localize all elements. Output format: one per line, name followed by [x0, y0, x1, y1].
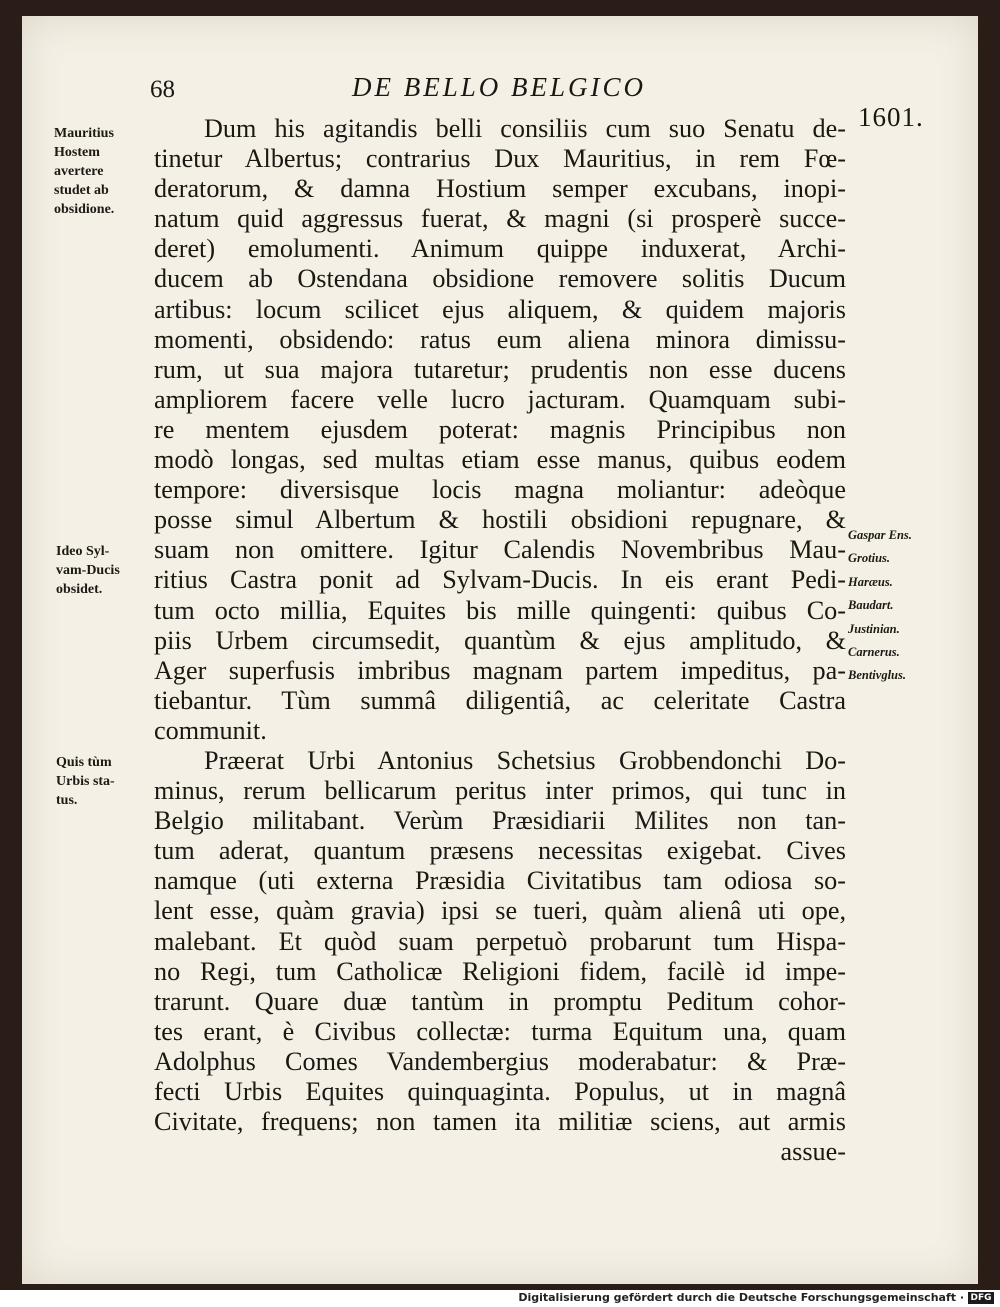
- marginal-year: 1601.: [858, 102, 924, 132]
- text-line: tempore: diversisque locis magna moliantur: adeòque: [154, 475, 846, 505]
- text-line: tiebantur. Tùm summâ diligentiâ, ac celeritate Castra: [154, 685, 846, 715]
- text-line: Belgio militabant. Verùm Præsidiarii Milites non tan-: [154, 806, 846, 836]
- text-line: deret) emolumenti. Animum quippe induxerat, Archi-: [154, 234, 846, 264]
- text-line: ducem ab Ostendana obsidione removere solitis Ducum: [154, 264, 846, 294]
- margin-note-line: vam-Ducis: [56, 563, 120, 578]
- text-line: ampliorem facere velle lucro jacturam. Quamquam subi-: [154, 384, 846, 414]
- text-line: tum aderat, quantum præsens necessitas exigebat. Cives: [154, 836, 846, 866]
- margin-note-line: Mauritius: [54, 126, 114, 141]
- text-line: suam non omittere. Igitur Calendis Novembribus Mau-: [154, 535, 846, 565]
- text-line: modò longas, sed multas etiam esse manus, quibus eodem: [154, 445, 846, 475]
- margin-note-line: tus.: [56, 793, 78, 808]
- text-line: Dum his agitandis belli consiliis cum suo Senatu de-: [204, 114, 846, 143]
- text-line: no Regi, tum Catholicæ Religioni fidem, facilè id impe-: [154, 956, 846, 986]
- citation: Carnerus.: [848, 645, 900, 660]
- text-line: Præerat Urbi Antonius Schetsius Grobbendonchi Do-: [204, 745, 846, 775]
- text-line: posse simul Albertum & hostili obsidioni repugnare, &: [154, 505, 846, 535]
- margin-note-line: Hostem: [54, 145, 100, 160]
- text-line: tes erant, è Civibus collectæ: turma Equitum una, quam: [154, 1016, 846, 1046]
- text-line: rum, ut sua majora tutaretur; prudentis non esse ducens: [154, 354, 846, 384]
- catchword: assue-: [780, 1137, 846, 1167]
- margin-note-line: avertere: [54, 164, 104, 179]
- margin-note-line: obsidione.: [54, 202, 115, 217]
- citation: Grotius.: [848, 551, 891, 566]
- margin-note-sylvam-ducis: [56, 542, 120, 599]
- text-line: namque (uti externa Præsidia Civitatibus tam odiosa so-: [154, 866, 846, 896]
- page-number: 68: [150, 76, 175, 103]
- text-line: deratorum, & damna Hostium semper excubans, inopi-: [154, 174, 846, 204]
- text-line: malebant. Et quòd suam perpetuò probarunt tum Hispa-: [154, 926, 846, 956]
- text-line: trarunt. Quare duæ tantùm in promptu Peditum cohor-: [154, 986, 846, 1016]
- text-line: Ager superfusis imbribus magnam partem impeditus, pa-: [154, 655, 846, 685]
- dfg-logo: DFG: [968, 1292, 994, 1304]
- text-line: communit.: [154, 715, 267, 745]
- running-head: DE BELLO BELGICO: [352, 72, 647, 102]
- text-line: Adolphus Comes Vandembergius moderabatur: & Præ-: [154, 1046, 846, 1076]
- citation: Gaspar Ens.: [848, 528, 912, 542]
- margin-note-line: Ideo Syl-: [56, 544, 110, 559]
- margin-note-line: Quis tùm: [56, 755, 112, 770]
- text-line: re mentem ejusdem poterat: magnis Principibus non: [154, 414, 846, 444]
- margin-note-line: Urbis sta-: [56, 774, 115, 789]
- text-line: tum octo millia, Equites bis mille quingenti: quibus Co-: [154, 595, 846, 625]
- book-page: [22, 16, 978, 1284]
- text-line: fecti Urbis Equites quinquaginta. Populus, ut in magnâ: [154, 1077, 846, 1106]
- text-line: artibus: locum scilicet ejus aliquem, & quidem majoris: [154, 294, 846, 324]
- digitization-footer: [0, 1290, 1000, 1307]
- margin-note-line: studet ab: [54, 183, 109, 198]
- text-line: piis Urbem circumsedit, quantùm & ejus amplitudo, &: [154, 625, 846, 655]
- margin-note-urbis-status: [56, 753, 115, 810]
- source-citations: [848, 524, 912, 688]
- citation: Baudart.: [848, 598, 894, 613]
- margin-note-mauritius: [54, 124, 114, 219]
- text-line: natum quid aggressus fuerat, & magni (si prosperè succe-: [154, 204, 846, 234]
- text-line: momenti, obsidendo: ratus eum aliena minora dimissu-: [154, 324, 846, 354]
- citation: Haræus.: [848, 574, 893, 589]
- margin-note-line: obsidet.: [56, 582, 103, 597]
- text-line: minus, rerum bellicarum peritus inter primos, qui tunc in: [154, 776, 846, 806]
- citation: Bentivglus.: [848, 668, 906, 683]
- footer-credit: Digitalisierung gefördert durch die Deutsche Forschungsgemeinschaft ·: [518, 1291, 964, 1304]
- body-text: [154, 114, 846, 1167]
- text-line: ritius Castra ponit ad Sylvam-Ducis. In eis erant Pedi-: [154, 565, 846, 595]
- text-line: Civitate, frequens; non tamen ita militiæ sciens, aut armis: [154, 1107, 846, 1137]
- citation: Justinian.: [848, 621, 900, 636]
- text-line: tinetur Albertus; contrarius Dux Mauritius, in rem Fœ-: [154, 144, 846, 174]
- text-line: lent esse, quàm gravia) ipsi se tueri, quàm alienâ uti ope,: [154, 896, 846, 926]
